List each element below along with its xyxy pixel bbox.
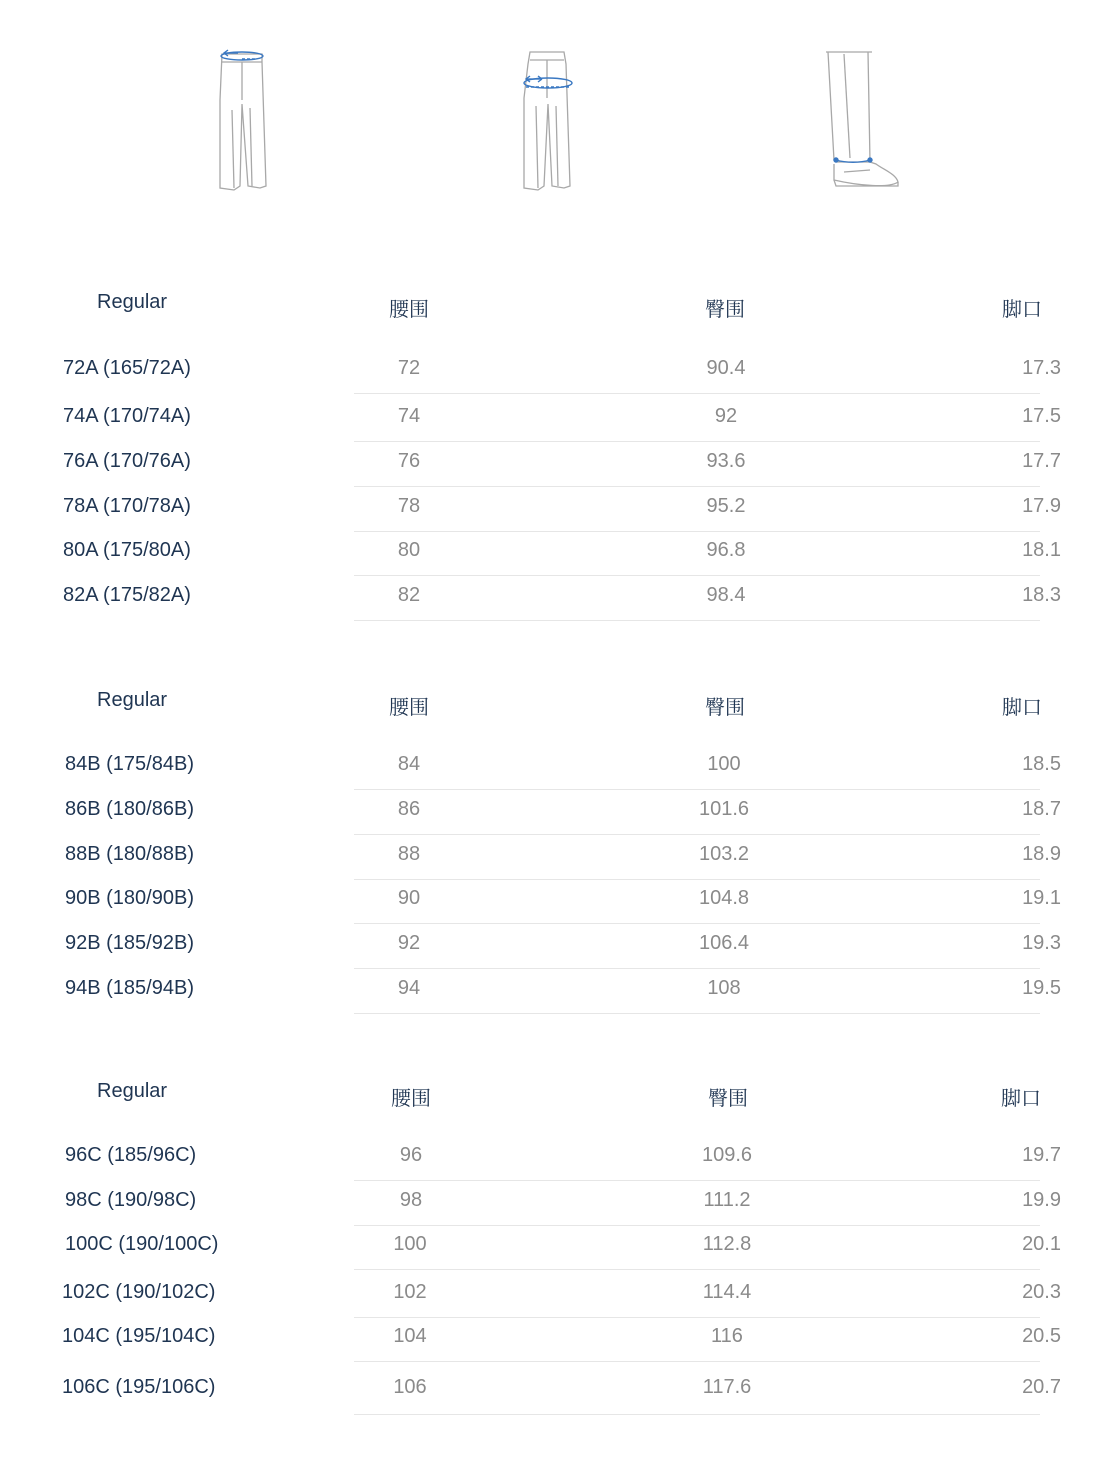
size-label: 104C (195/104C) <box>62 1325 216 1347</box>
hem-column-header: 脚口 <box>1001 1088 1041 1110</box>
row-divider <box>354 1414 1040 1415</box>
size-label: 86B (180/86B) <box>65 798 194 820</box>
row-divider <box>354 834 1040 835</box>
table-row <box>0 1369 1106 1415</box>
waist-column-header: 腰围 <box>389 697 429 719</box>
row-divider <box>354 1180 1040 1181</box>
hem-value: 18.9 <box>1022 843 1061 865</box>
waist-value: 94 <box>397 977 421 999</box>
hip-value: 117.6 <box>702 1376 752 1398</box>
size-label: 82A (175/82A) <box>63 584 191 606</box>
hem-value: 20.3 <box>1022 1281 1061 1303</box>
row-divider <box>354 789 1040 790</box>
table-row <box>0 1274 1106 1318</box>
fit-label: Regular <box>97 291 168 313</box>
table-row <box>0 1226 1106 1270</box>
row-divider <box>354 441 1040 442</box>
trousers-hip-svg <box>486 40 606 200</box>
fit-label: Regular <box>97 689 168 711</box>
waist-value: 106 <box>393 1376 427 1398</box>
row-divider <box>354 968 1040 969</box>
size-label: 102C (190/102C) <box>62 1281 216 1303</box>
hem-column-header: 脚口 <box>1002 299 1042 321</box>
size-label: 94B (185/94B) <box>65 977 194 999</box>
hem-value: 20.1 <box>1022 1233 1061 1255</box>
table-row <box>0 925 1106 969</box>
size-label: 100C (190/100C) <box>65 1233 219 1255</box>
waist-value: 78 <box>397 495 421 517</box>
hem-value: 18.3 <box>1022 584 1061 606</box>
hip-value: 109.6 <box>701 1144 753 1166</box>
row-divider <box>354 1361 1040 1362</box>
fit-label: Regular <box>97 1080 168 1102</box>
size-label: 98C (190/98C) <box>65 1189 197 1211</box>
table-row <box>0 350 1106 394</box>
hem-value: 19.9 <box>1022 1189 1061 1211</box>
hip-column-header: 臀围 <box>708 1088 748 1110</box>
size-label: 106C (195/106C) <box>62 1376 216 1398</box>
hem-value: 19.7 <box>1022 1144 1061 1166</box>
waist-value: 92 <box>397 932 421 954</box>
row-divider <box>354 393 1040 394</box>
waist-value: 90 <box>397 887 421 909</box>
hem-value: 17.3 <box>1022 357 1061 379</box>
waist-value: 100 <box>393 1233 427 1255</box>
hip-column-header: 臀围 <box>705 697 745 719</box>
hem-value: 19.5 <box>1022 977 1061 999</box>
table-row <box>0 880 1106 924</box>
hem-value: 18.7 <box>1022 798 1061 820</box>
table-row <box>0 488 1106 532</box>
hip-value: 96.8 <box>706 539 746 561</box>
table-row <box>0 398 1106 442</box>
waist-value: 76 <box>397 450 421 472</box>
size-label: 90B (180/90B) <box>65 887 194 909</box>
hip-value: 108 <box>707 977 741 999</box>
hem-value: 19.3 <box>1022 932 1061 954</box>
hem-value: 19.1 <box>1022 887 1061 909</box>
waist-value: 88 <box>397 843 421 865</box>
hip-value: 106.4 <box>698 932 750 954</box>
waist-value: 84 <box>397 753 421 775</box>
size-label: 78A (170/78A) <box>63 495 191 517</box>
table-row <box>0 746 1106 790</box>
size-label: 92B (185/92B) <box>65 932 194 954</box>
hip-value: 104.8 <box>698 887 750 909</box>
hip-value: 111.2 <box>703 1189 751 1211</box>
hip-value: 92 <box>714 405 738 427</box>
hip-value: 90.4 <box>706 357 746 379</box>
row-divider <box>354 1269 1040 1270</box>
hem-value: 17.9 <box>1022 495 1061 517</box>
hip-value: 93.6 <box>706 450 746 472</box>
table-row <box>0 1182 1106 1226</box>
size-label: 80A (175/80A) <box>63 539 191 561</box>
waist-value: 80 <box>397 539 421 561</box>
table-row <box>0 532 1106 576</box>
waist-column-header: 腰围 <box>389 299 429 321</box>
table-row <box>0 791 1106 835</box>
row-divider <box>354 1013 1040 1014</box>
trousers-waist-svg <box>182 40 302 200</box>
hem-value: 18.1 <box>1022 539 1061 561</box>
waist-value: 82 <box>397 584 421 606</box>
table-row <box>0 836 1106 880</box>
size-label: 88B (180/88B) <box>65 843 194 865</box>
waist-value: 96 <box>399 1144 423 1166</box>
waist-value: 72 <box>397 357 421 379</box>
table-row <box>0 577 1106 621</box>
waist-value: 74 <box>397 405 421 427</box>
hip-value: 114.4 <box>702 1281 752 1303</box>
table-row <box>0 1318 1106 1362</box>
trousers-hem-shoe-svg <box>800 40 920 200</box>
row-divider <box>354 620 1040 621</box>
hem-measure-icon <box>800 40 920 200</box>
waist-value: 102 <box>393 1281 427 1303</box>
hip-value: 116 <box>711 1325 743 1347</box>
size-label: 72A (165/72A) <box>63 357 191 379</box>
table-row <box>0 1137 1106 1181</box>
table-row <box>0 443 1106 487</box>
size-label: 76A (170/76A) <box>63 450 191 472</box>
waist-value: 104 <box>393 1325 427 1347</box>
size-label: 84B (175/84B) <box>65 753 194 775</box>
row-divider <box>354 575 1040 576</box>
hem-value: 17.7 <box>1022 450 1061 472</box>
hem-value: 20.7 <box>1022 1376 1061 1398</box>
hip-value: 95.2 <box>706 495 746 517</box>
table-header <box>0 291 1106 331</box>
size-label: 74A (170/74A) <box>63 405 191 427</box>
waist-measure-icon <box>182 40 302 200</box>
waist-value: 86 <box>397 798 421 820</box>
hem-value: 18.5 <box>1022 753 1061 775</box>
hip-column-header: 臀围 <box>705 299 745 321</box>
table-header <box>0 1080 1106 1120</box>
table-row <box>0 970 1106 1014</box>
hem-value: 17.5 <box>1022 405 1061 427</box>
row-divider <box>354 486 1040 487</box>
waist-value: 98 <box>399 1189 423 1211</box>
hem-column-header: 脚口 <box>1002 697 1042 719</box>
hip-value: 103.2 <box>698 843 750 865</box>
hip-value: 101.6 <box>698 798 750 820</box>
table-header <box>0 689 1106 729</box>
hip-measure-icon <box>486 40 606 200</box>
hem-value: 20.5 <box>1022 1325 1061 1347</box>
hip-value: 98.4 <box>706 584 746 606</box>
hip-value: 112.8 <box>702 1233 752 1255</box>
waist-column-header: 腰围 <box>391 1088 431 1110</box>
size-label: 96C (185/96C) <box>65 1144 197 1166</box>
hip-value: 100 <box>707 753 741 775</box>
row-divider <box>354 923 1040 924</box>
